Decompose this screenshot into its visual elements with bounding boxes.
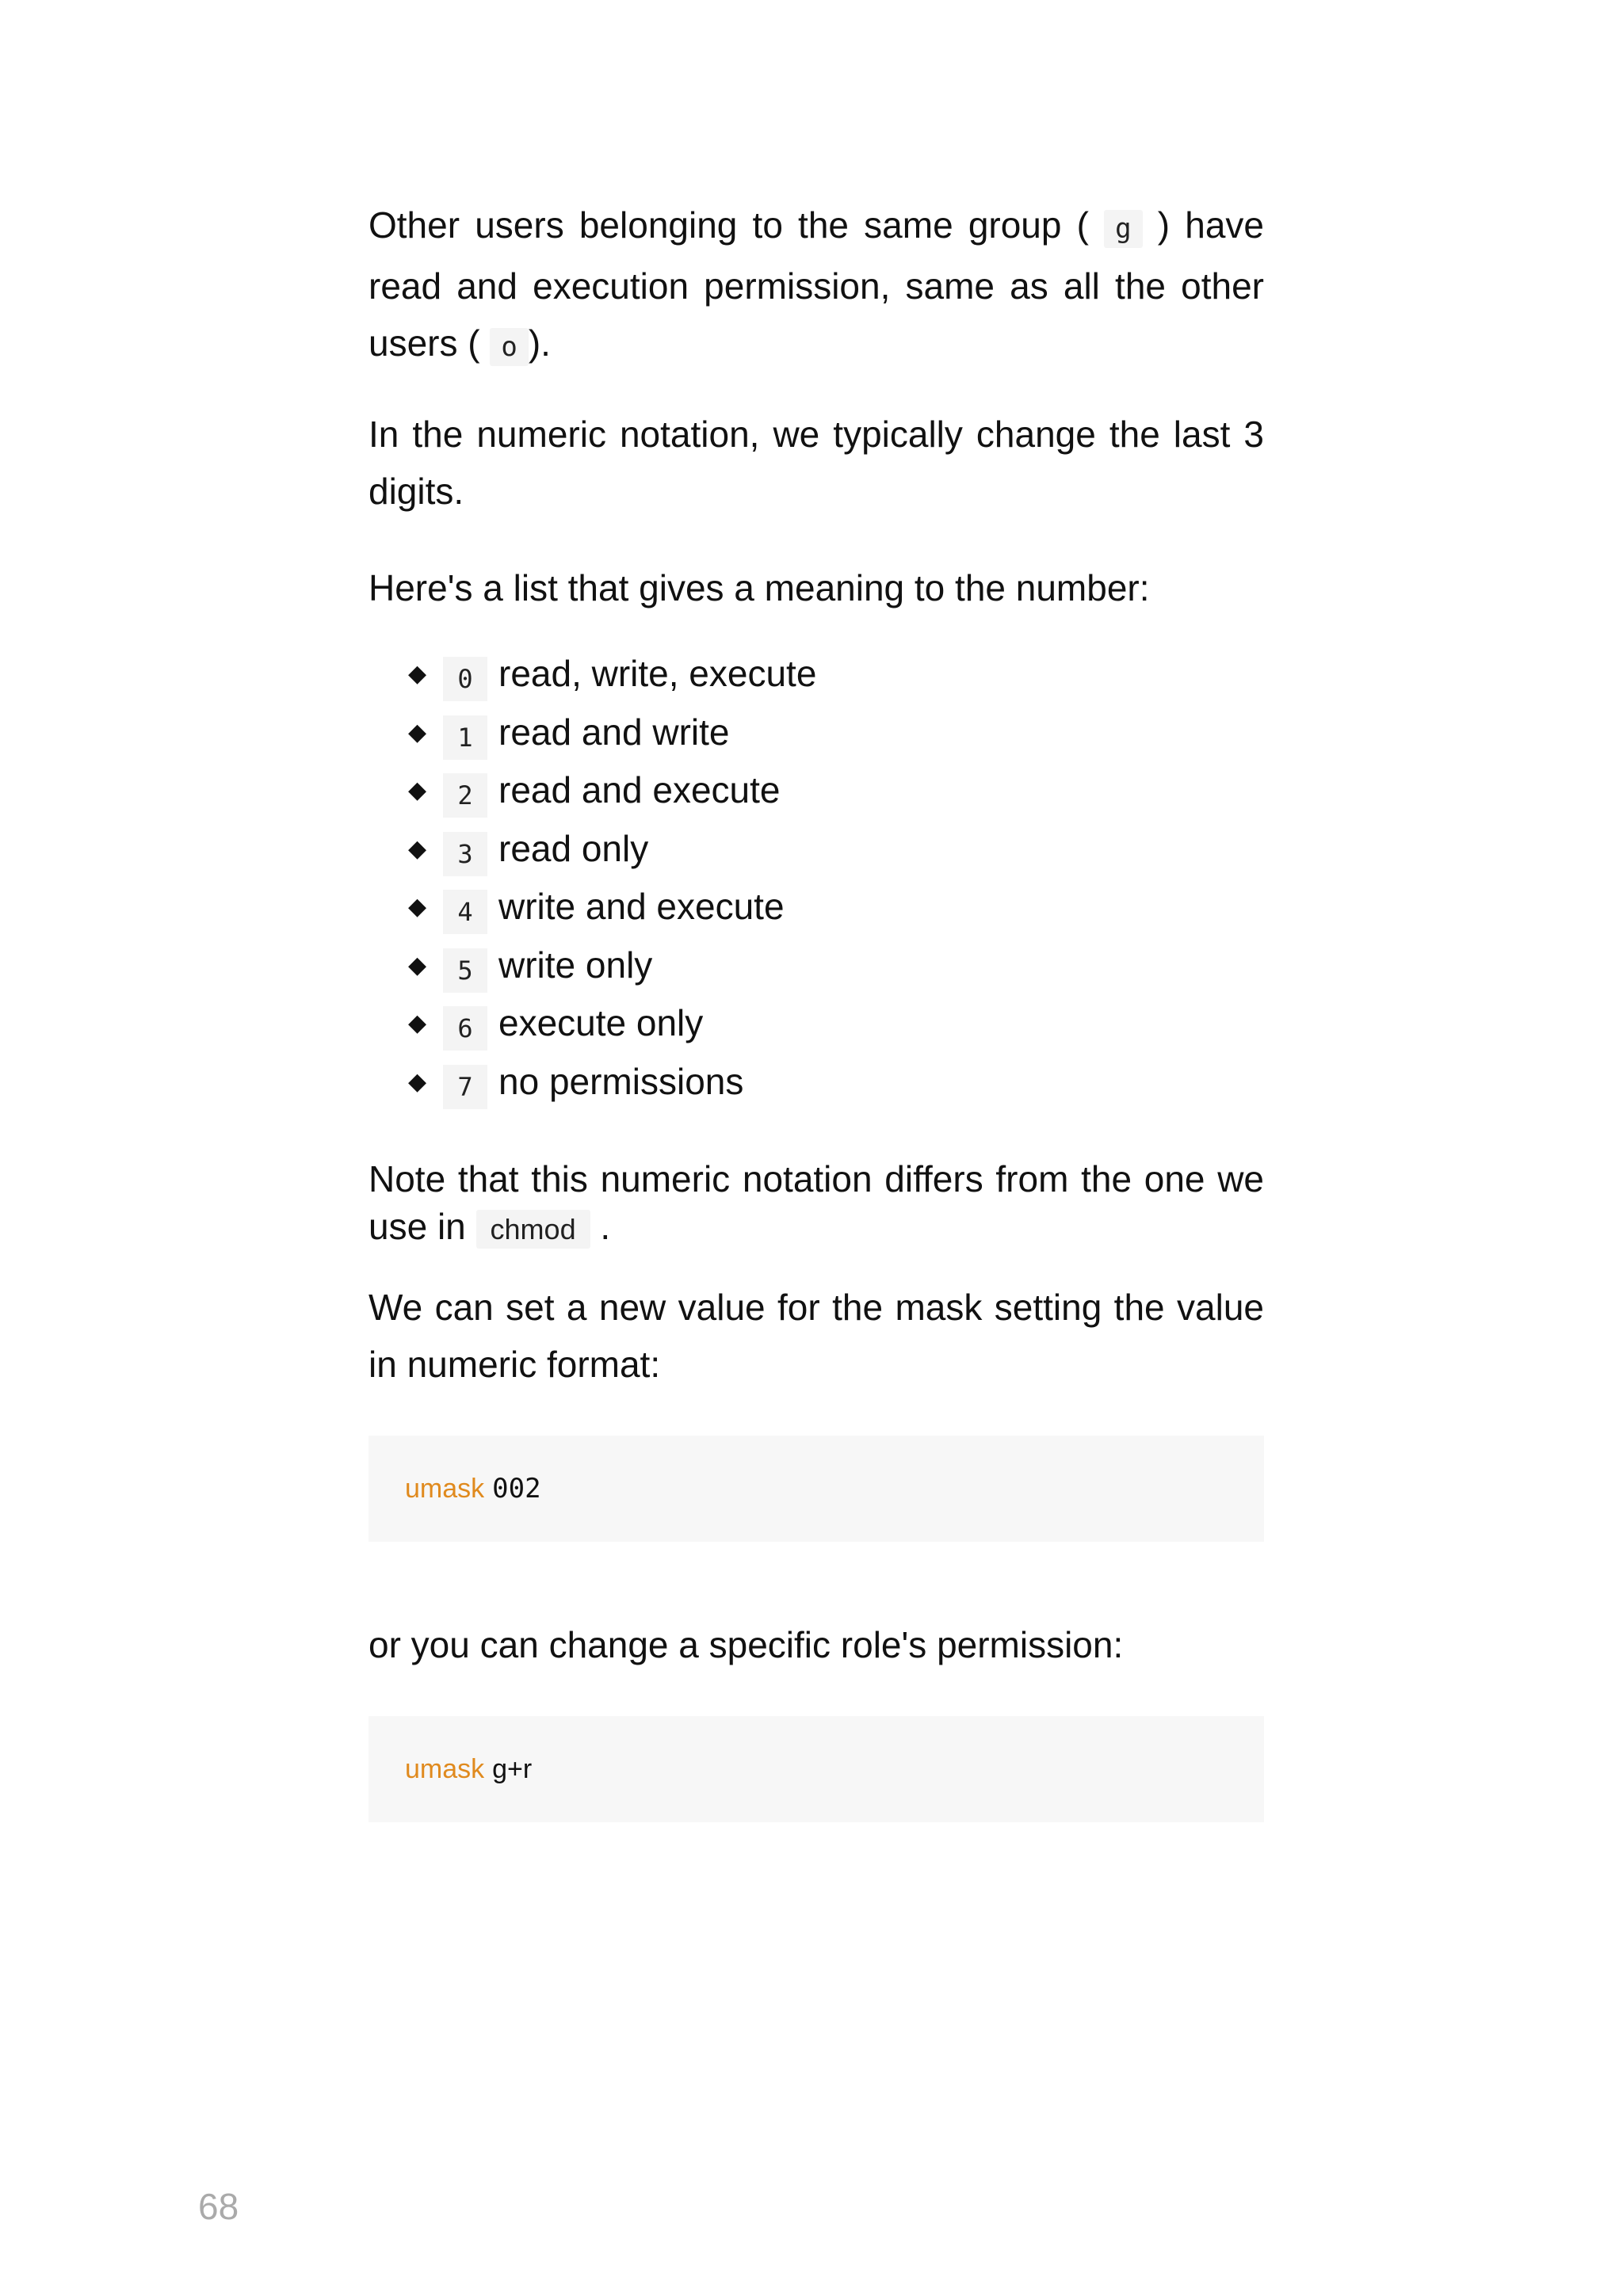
inline-code-number: 2 [443, 773, 487, 818]
page-content [369, 196, 1264, 1822]
list-item-text: execute only [498, 1002, 704, 1043]
code-keyword: umask [405, 1753, 485, 1784]
inline-code-number: 6 [443, 1006, 487, 1051]
inline-code-number: 3 [443, 832, 487, 876]
list-item-text: read, write, execute [498, 653, 817, 694]
list-item [408, 704, 1264, 762]
page-number: 68 [198, 2186, 239, 2227]
paragraph-numeric-notation: In the numeric notation, we typically change the last 3 digits. [369, 414, 1264, 512]
bullet-icon: ◆ [408, 835, 427, 862]
list-item [408, 645, 1264, 704]
list-item-text: write only [498, 944, 653, 986]
inline-code-g: g [1104, 210, 1142, 248]
text-fragment: . [600, 1206, 611, 1247]
inline-code-chmod: chmod [476, 1210, 590, 1249]
code-argument: 002 [492, 1473, 541, 1505]
bullet-icon: ◆ [408, 894, 427, 920]
list-item [408, 820, 1264, 879]
bullet-icon: ◆ [408, 1068, 427, 1095]
text-fragment: ) have read and execution permission, same as all the other users ( [369, 204, 1265, 364]
paragraph-list-intro: Here's a list that gives a meaning to the number: [369, 567, 1150, 608]
bullet-icon: ◆ [408, 777, 427, 803]
list-item [408, 878, 1264, 936]
list-item [408, 1053, 1264, 1112]
code-block-umask-role [369, 1716, 1264, 1822]
list-item-text: no permissions [498, 1060, 744, 1102]
inline-code-number: 4 [443, 890, 487, 934]
list-item [408, 936, 1264, 995]
inline-code-number: 7 [443, 1065, 487, 1109]
code-block-umask-numeric [369, 1436, 1264, 1542]
inline-code-o: o [490, 328, 528, 366]
code-argument: g+r [492, 1753, 533, 1784]
inline-code-number: 5 [443, 948, 487, 993]
inline-code-number: 0 [443, 657, 487, 701]
bullet-icon: ◆ [408, 719, 427, 746]
list-item-text: read and execute [498, 769, 781, 810]
paragraph-group-permissions [369, 196, 1264, 376]
code-keyword: umask [405, 1473, 485, 1504]
permission-list [369, 645, 1264, 1111]
paragraph-role-permission: or you can change a specific role's permission: [369, 1624, 1124, 1665]
text-fragment: Other users belonging to the same group ( [369, 204, 1089, 246]
bullet-icon: ◆ [408, 661, 427, 687]
list-item-text: read only [498, 827, 649, 869]
list-item [408, 994, 1264, 1053]
list-item-text: read and write [498, 711, 730, 753]
bullet-icon: ◆ [408, 952, 427, 978]
text-fragment: ). [528, 322, 551, 364]
inline-code-number: 1 [443, 715, 487, 760]
text-fragment: Note that this numeric notation differs from the one we use in [369, 1158, 1264, 1247]
list-item [408, 761, 1264, 820]
paragraph-chmod-note [369, 1155, 1264, 1253]
list-item-text: write and execute [498, 886, 785, 927]
paragraph-set-mask: We can set a new value for the mask setting the value in numeric format: [369, 1287, 1264, 1385]
bullet-icon: ◆ [408, 1010, 427, 1036]
